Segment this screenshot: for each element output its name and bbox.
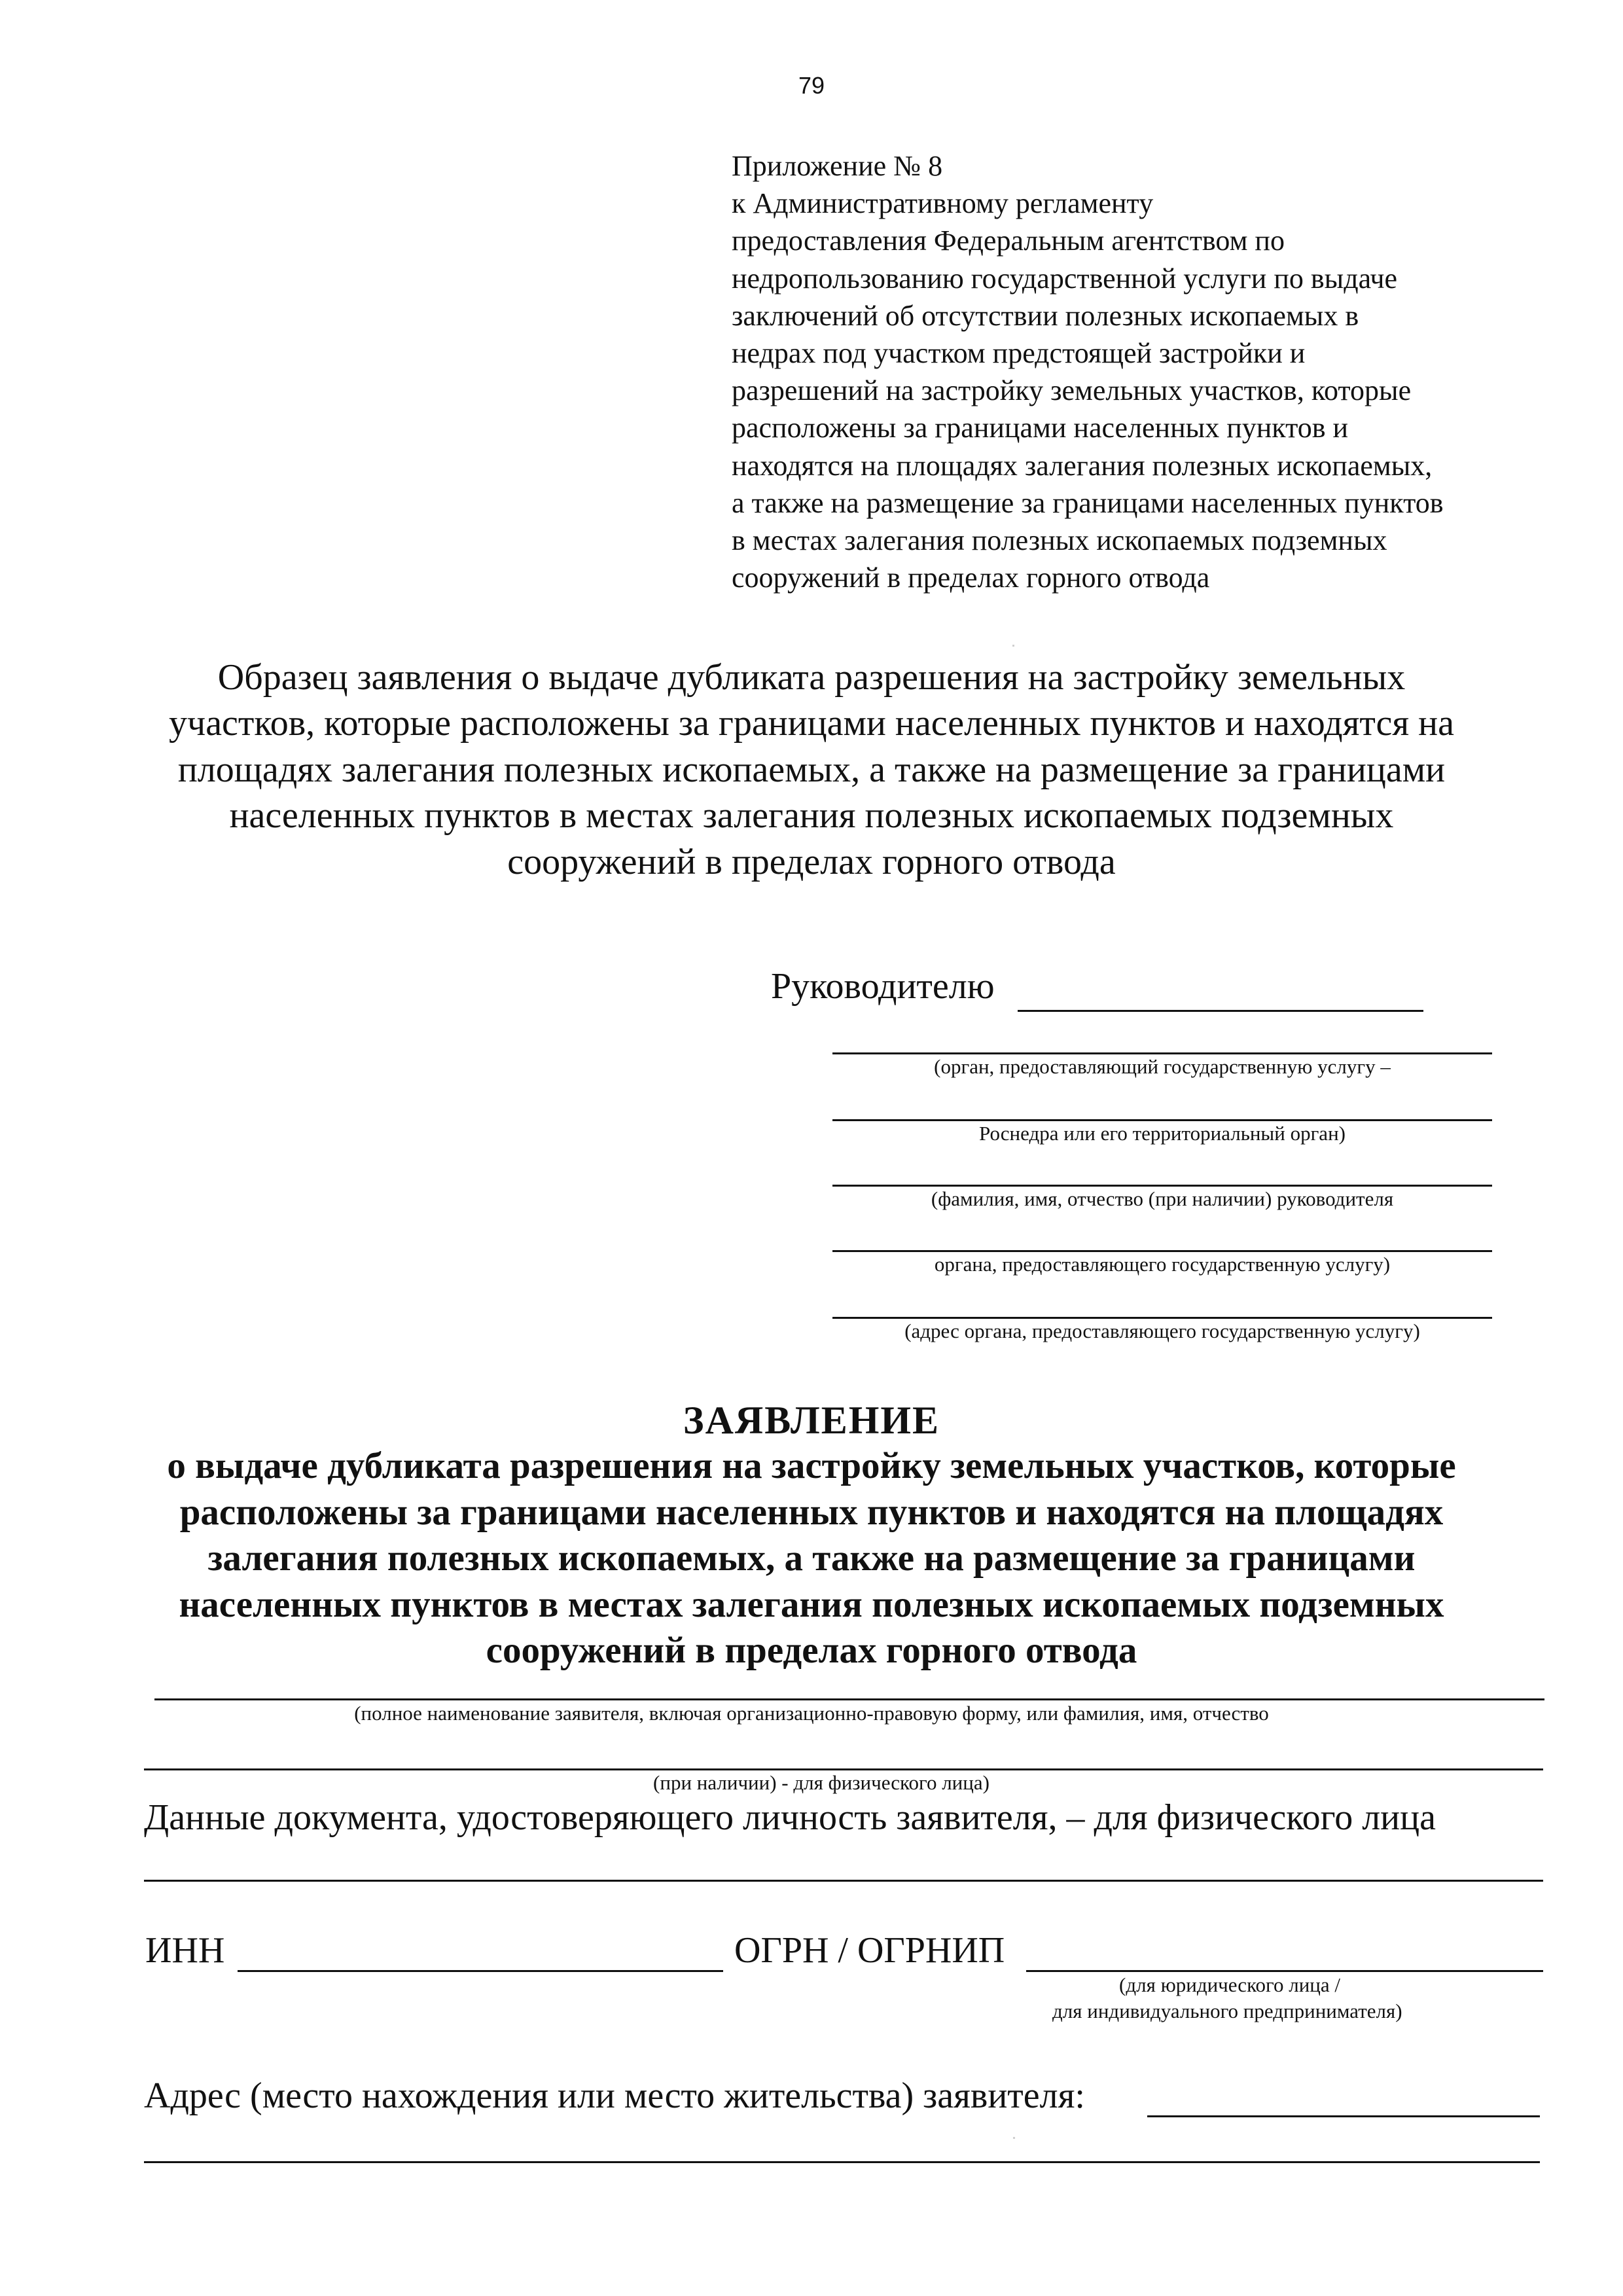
addressee-fill-line[interactable] [1018,1010,1423,1012]
sample-title-line: площадях залегания полезных ископаемых, а также на размещение за границами [177,749,1446,790]
addressee-address-line[interactable] [832,1317,1492,1319]
identity-document-line[interactable] [144,1880,1543,1882]
scan-speck [1012,645,1014,647]
ogrn-caption: (для юридического лица / [1119,1973,1341,1996]
inn-field-line[interactable] [238,1970,723,1972]
sample-title-line: участков, которые расположены за границами населенных пунктов и находятся на [169,703,1454,744]
addressee-caption: (орган, предоставляющий государственную услугу – [934,1055,1391,1078]
appendix-line: заключений об отсутствии полезных ископаемых в [732,299,1359,332]
sample-title-line: Образец заявления о выдаче дубликата разрешения на застройку земельных [217,657,1406,698]
applicant-name-caption: (при наличии) - для физического лица) [653,1771,990,1794]
appendix-line: в местах залегания полезных ископаемых подземных [732,524,1387,557]
addressee-caption: органа, предоставляющего государственную услугу) [934,1253,1391,1276]
appendix-line: находятся на площадях залегания полезных ископаемых, [732,449,1433,482]
addressee-head-name-line-2[interactable] [832,1250,1492,1252]
addressee-caption: Роснедра или его территориальный орган) [979,1122,1346,1145]
applicant-name-caption: (полное наименование заявителя, включая организационно-правовую форму, или фамилия, имя, отчество [354,1702,1269,1725]
appendix-line: недрах под участком предстоящей застройки и [732,337,1306,370]
addressee-label: Руководителю [771,966,995,1007]
ogrn-caption: для индивидуального предпринимателя) [1052,2000,1402,2022]
document-title-line: расположены за границами населенных пунктов и находятся на площадях [179,1491,1444,1533]
appendix-line: предоставления Федеральным агентством по [732,224,1285,257]
document-title-line: населенных пунктов в местах залегания полезных ископаемых подземных [179,1583,1444,1625]
sample-title [98,655,1525,885]
appendix-line: недропользованию государственной услуги по выдаче [732,262,1398,295]
sample-title-line: сооружений в пределах горного отвода [507,841,1116,882]
addressee-head-name-line-1[interactable] [832,1185,1492,1187]
identity-document-label: Данные документа, удостоверяющего личность заявителя, – для физического лица [144,1797,1436,1838]
scan-speck [1013,2137,1015,2139]
applicant-address-line-2[interactable] [144,2161,1540,2163]
document-title [98,1397,1525,1674]
appendix-line: сооружений в пределах горного отвода [732,562,1210,594]
inn-label: ИНН [145,1930,225,1971]
page-number: 79 [798,72,825,99]
appendix-line: а также на размещение за границами населенных пунктов [732,486,1444,519]
applicant-name-line-2[interactable] [144,1768,1543,1770]
applicant-address-field-line[interactable] [1147,2115,1540,2117]
addressee-org-line-1[interactable] [832,1052,1492,1054]
appendix-header [732,147,1582,596]
document-title-line: залегания полезных ископаемых, а также на размещение за границами [207,1537,1416,1579]
sample-title-line: населенных пунктов в местах залегания полезных ископаемых подземных [229,795,1394,836]
appendix-line: к Административному регламенту [732,187,1154,220]
applicant-name-line-1[interactable] [154,1698,1544,1700]
addressee-org-line-2[interactable] [832,1119,1492,1121]
document-title-line: сооружений в пределах горного отвода [486,1630,1137,1672]
addressee-caption: (фамилия, имя, отчество (при наличии) руководителя [931,1187,1394,1210]
appendix-line: разрешений на застройку земельных участков, которые [732,374,1412,407]
applicant-address-label: Адрес (место нахождения или место жительства) заявителя: [144,2075,1085,2116]
document-heading: ЗАЯВЛЕНИЕ [683,1399,940,1442]
addressee-caption: (адрес органа, предоставляющего государственную услугу) [904,1319,1420,1342]
ogrn-label: ОГРН / ОГРНИП [734,1930,1005,1971]
appendix-line: расположены за границами населенных пунктов и [732,412,1349,444]
document-title-line: о выдаче дубликата разрешения на застройку земельных участков, которые [167,1445,1456,1487]
appendix-line: Приложение № 8 [732,150,943,182]
ogrn-field-line[interactable] [1026,1970,1543,1972]
